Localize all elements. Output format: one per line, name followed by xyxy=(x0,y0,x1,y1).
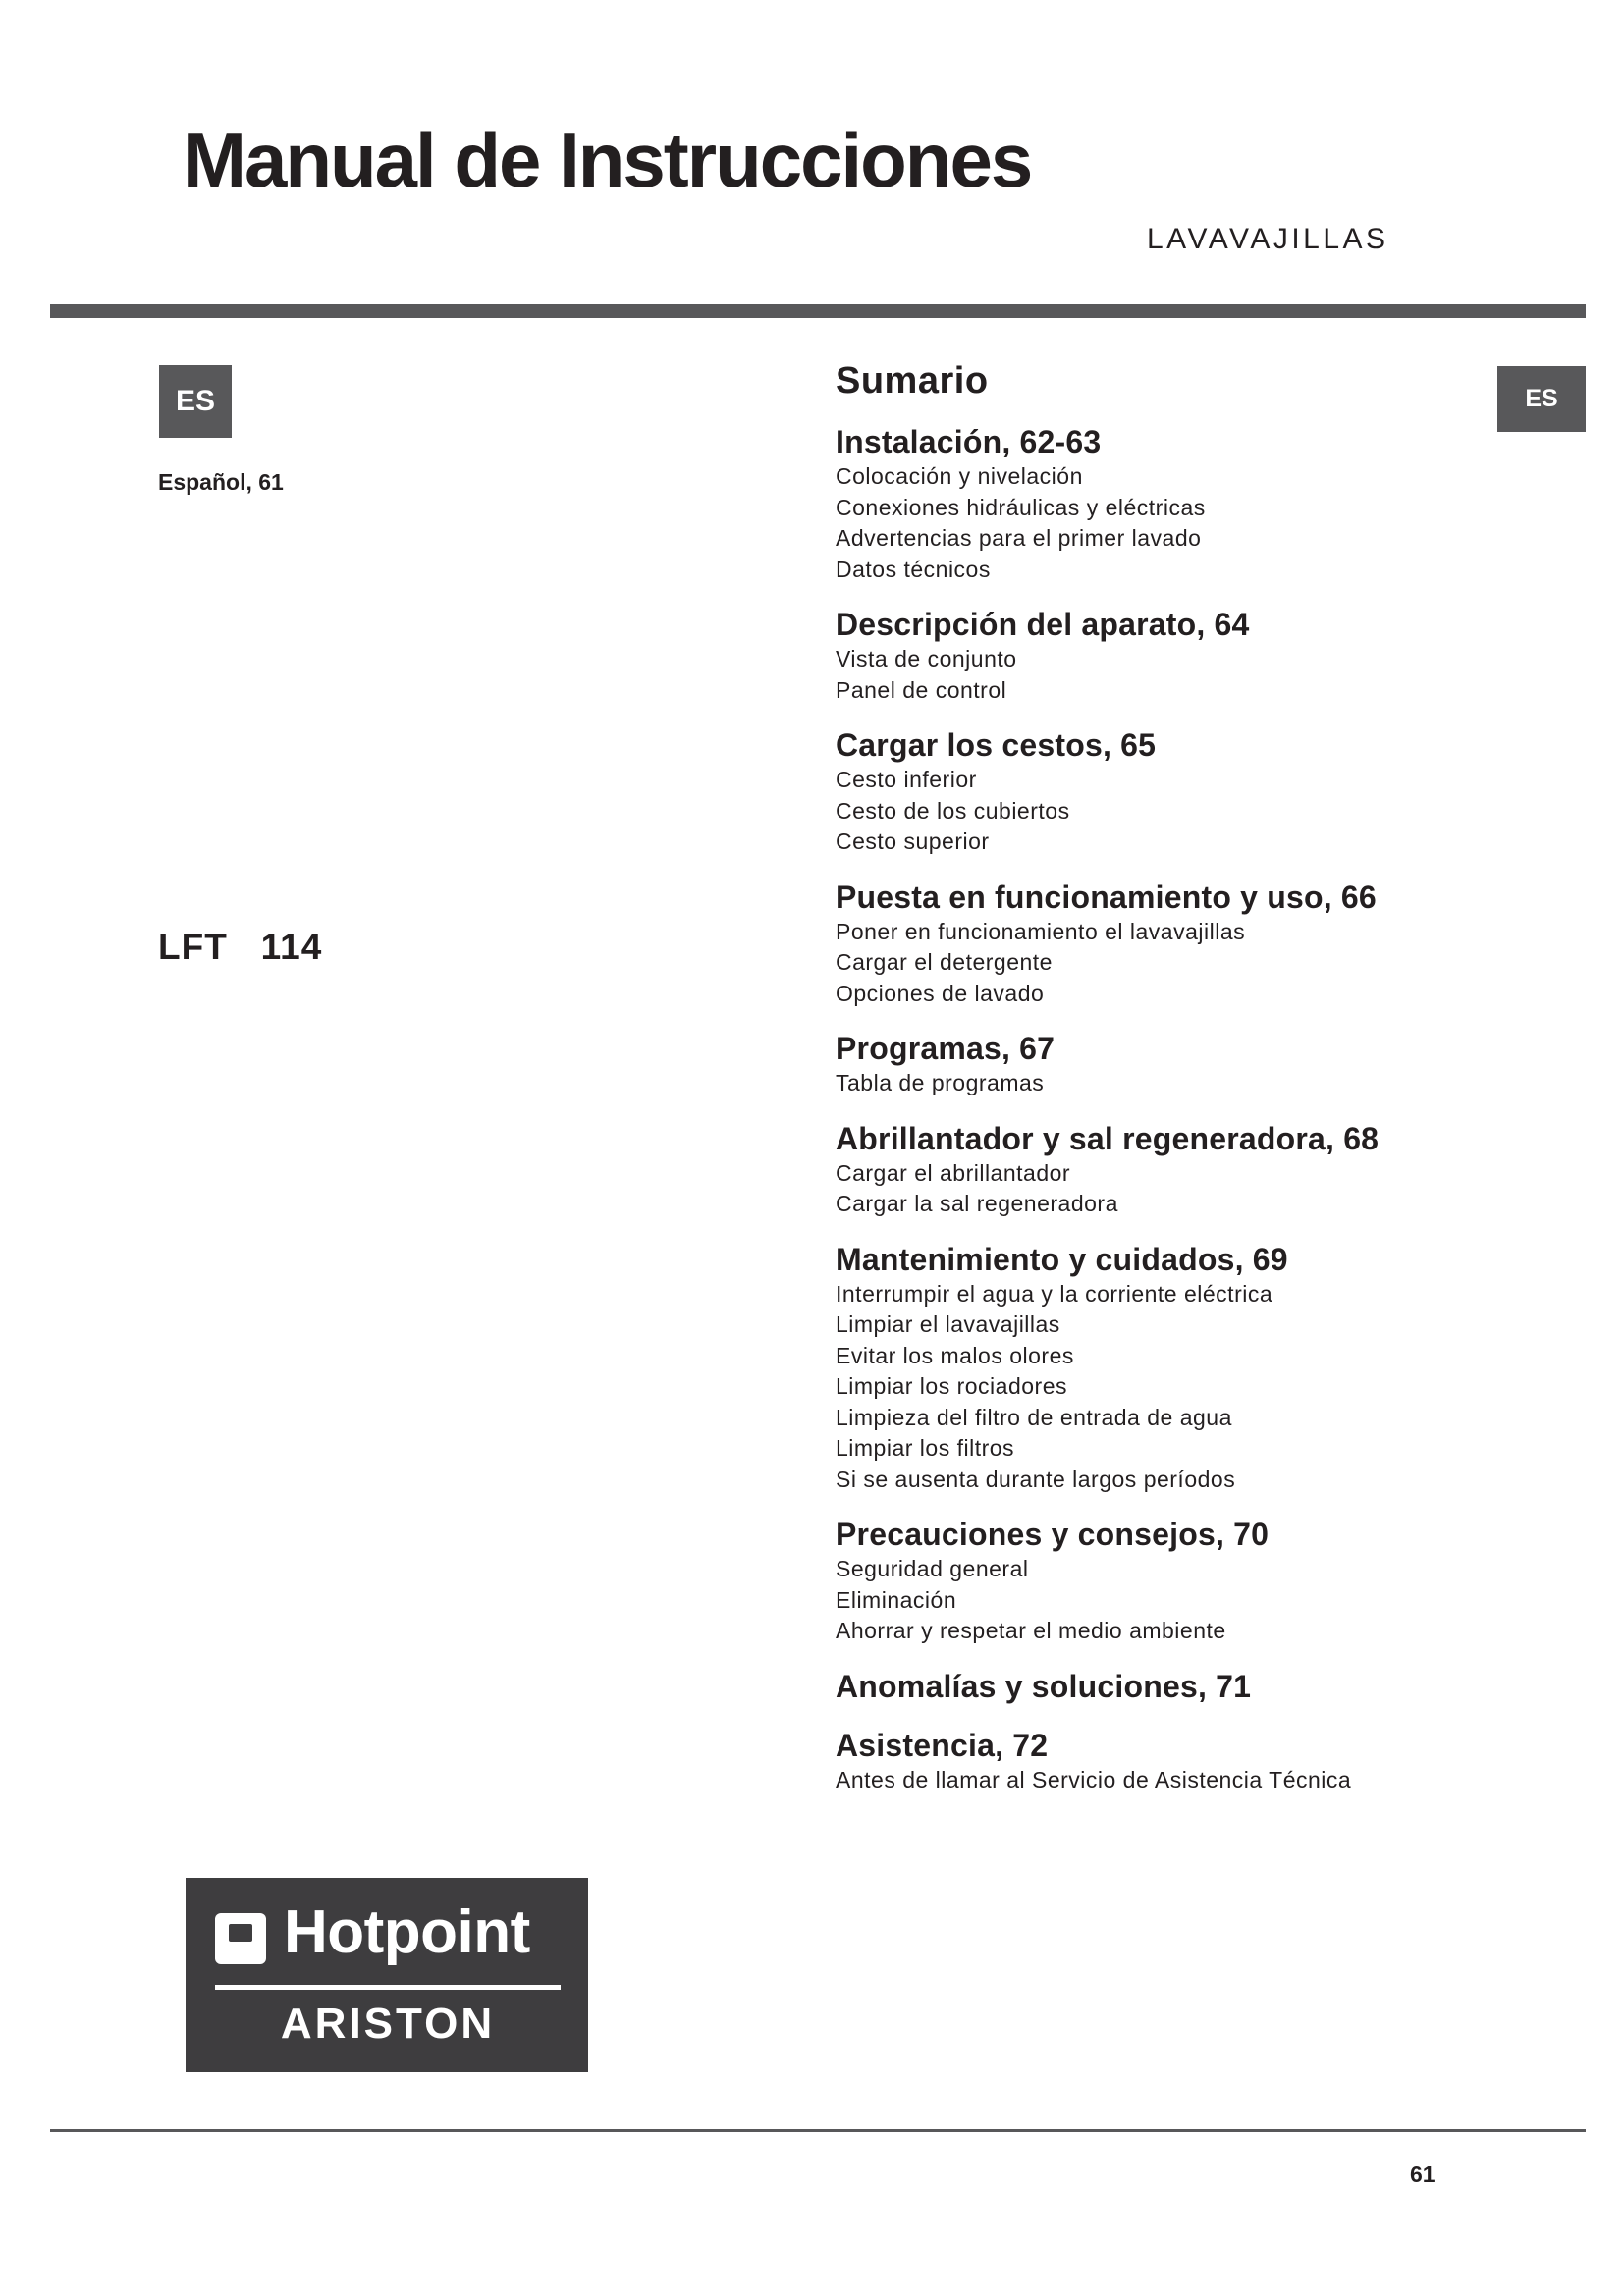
toc-sections xyxy=(836,422,1503,1795)
header-divider xyxy=(50,304,1586,318)
toc-section xyxy=(836,605,1503,706)
toc-section xyxy=(836,725,1503,858)
sub-brand-name: ARISTON xyxy=(280,2000,496,2048)
toc-item: Cesto inferior xyxy=(836,767,977,792)
toc-item: Datos técnicos xyxy=(836,556,991,582)
toc-section-items xyxy=(836,1554,1503,1647)
brand-divider xyxy=(215,1985,561,1990)
toc-section-heading: Precauciones y consejos, 70 xyxy=(836,1517,1270,1552)
language-badge: ES xyxy=(159,365,232,438)
toc-item: Ahorrar y respetar el medio ambiente xyxy=(836,1618,1226,1643)
toc-item: Colocación y nivelación xyxy=(836,463,1083,489)
product-category: LAVAVAJILLAS xyxy=(1147,223,1389,255)
language-index: Español, 61 xyxy=(158,469,284,495)
toc-item: Evitar los malos olores xyxy=(836,1342,1074,1368)
brand-mark-icon xyxy=(215,1913,266,1964)
table-of-contents xyxy=(836,360,1503,1815)
toc-item: Cesto de los cubiertos xyxy=(836,797,1070,824)
brand-name: Hotpoint xyxy=(284,1898,530,1966)
toc-item: Seguridad general xyxy=(836,1556,1029,1581)
page-title: Manual de Instrucciones xyxy=(183,117,1032,203)
toc-item: Cesto superior xyxy=(836,828,990,854)
toc-section-heading: Mantenimiento y cuidados, 69 xyxy=(836,1241,1288,1277)
toc-section-heading: Descripción del aparato, 64 xyxy=(836,607,1250,642)
toc-section-heading: Asistencia, 72 xyxy=(836,1727,1049,1763)
toc-section xyxy=(836,1515,1503,1647)
toc-item: Tabla de programas xyxy=(836,1070,1045,1095)
toc-section-items xyxy=(836,1068,1503,1099)
toc-section-items xyxy=(836,461,1503,585)
toc-section xyxy=(836,1029,1503,1099)
toc-item: Limpieza del filtro de entrada de agua xyxy=(836,1404,1232,1430)
toc-item: Eliminación xyxy=(836,1586,957,1613)
toc-item: Antes de llamar al Servicio de Asistencia Técnica xyxy=(836,1766,1352,1792)
toc-section-items xyxy=(836,1765,1503,1796)
toc-item: Cargar el detergente xyxy=(836,949,1053,975)
toc-section-items xyxy=(836,644,1503,706)
toc-section-heading: Puesta en funcionamiento y uso, 66 xyxy=(836,879,1377,915)
toc-section xyxy=(836,422,1503,585)
toc-item: Limpiar los filtros xyxy=(836,1435,1015,1461)
toc-section-items xyxy=(836,765,1503,858)
toc-section-heading: Programas, 67 xyxy=(836,1031,1056,1066)
brand-logo xyxy=(186,1878,588,2072)
toc-section-heading: Cargar los cestos, 65 xyxy=(836,727,1157,763)
toc-item: Opciones de lavado xyxy=(836,980,1045,1006)
toc-section xyxy=(836,1240,1503,1496)
toc-item: Limpiar el lavavajillas xyxy=(836,1311,1060,1337)
toc-title: Sumario xyxy=(836,360,989,401)
toc-item: Panel de control xyxy=(836,676,1007,703)
toc-item: Cargar la sal regeneradora xyxy=(836,1191,1118,1216)
toc-item: Limpiar los rociadores xyxy=(836,1373,1067,1399)
page-number: 61 xyxy=(1410,2162,1435,2187)
toc-section-heading: Abrillantador y sal regeneradora, 68 xyxy=(836,1120,1380,1156)
brand-mark-notch xyxy=(229,1924,252,1942)
toc-section xyxy=(836,1667,1503,1706)
toc-item: Conexiones hidráulicas y eléctricas xyxy=(836,494,1206,520)
toc-item: Advertencias para el primer lavado xyxy=(836,525,1202,551)
toc-section-heading: Instalación, 62-63 xyxy=(836,424,1102,459)
toc-item: Poner en funcionamiento el lavavajillas xyxy=(836,918,1246,944)
toc-section-items xyxy=(836,917,1503,1010)
toc-section-items xyxy=(836,1158,1503,1220)
language-tab: ES xyxy=(1497,366,1586,432)
toc-section-items xyxy=(836,1279,1503,1496)
toc-item: Vista de conjunto xyxy=(836,646,1017,671)
footer-divider xyxy=(50,2129,1586,2132)
toc-section xyxy=(836,1119,1503,1220)
toc-section-heading: Anomalías y soluciones, 71 xyxy=(836,1668,1252,1704)
toc-section xyxy=(836,878,1503,1010)
toc-item: Interrumpir el agua y la corriente eléctrica xyxy=(836,1280,1273,1307)
model-number: LFT 114 xyxy=(158,927,323,967)
toc-section xyxy=(836,1726,1503,1796)
toc-item: Si se ausenta durante largos períodos xyxy=(836,1466,1236,1492)
toc-item: Cargar el abrillantador xyxy=(836,1159,1071,1186)
